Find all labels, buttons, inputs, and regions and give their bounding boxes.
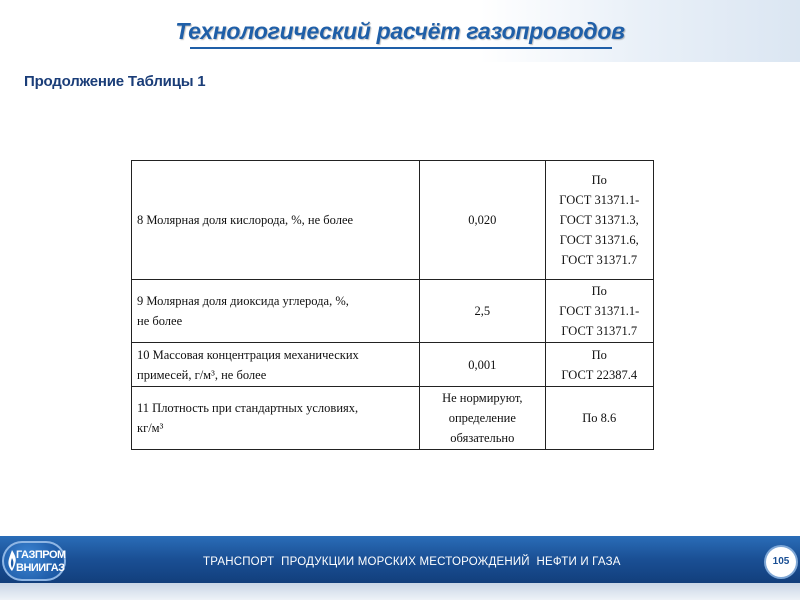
parameter-value-line: обязательно	[450, 431, 515, 445]
table-row	[132, 161, 654, 280]
parameter-name-line: не более	[137, 314, 183, 328]
gazprom-vniigaz-logo	[2, 541, 66, 581]
value-cell	[420, 387, 545, 450]
method-text: По 8.6	[582, 411, 617, 425]
parameter-value-line: определение	[448, 411, 516, 425]
table-caption: Продолжение Таблицы 1	[24, 73, 206, 90]
parameter-name-cell	[132, 343, 420, 387]
parameter-name-cell	[132, 387, 420, 450]
parameter-value: 2,5	[474, 304, 491, 318]
footer-edge	[0, 583, 800, 600]
method-cell	[545, 161, 653, 280]
gas-parameters-table	[131, 160, 654, 450]
page-number: 105	[766, 547, 796, 577]
table-row	[132, 343, 654, 387]
method-cell	[545, 343, 653, 387]
method-line: По	[591, 173, 607, 187]
method-cell	[545, 387, 653, 450]
parameter-name-cell	[132, 161, 420, 280]
method-line: ГОСТ 31371.1-	[559, 193, 640, 207]
method-line: ГОСТ 31371.1-	[559, 304, 640, 318]
parameter-name-line: 10 Массовая концентрация механических	[137, 347, 359, 362]
method-line: По	[591, 347, 607, 362]
method-cell	[545, 280, 653, 343]
table-row	[132, 387, 654, 450]
parameter-name-line: примесей, г/м³, не более	[137, 367, 267, 382]
parameter-value: 0,001	[468, 357, 497, 372]
value-cell	[420, 280, 545, 343]
method-line: По	[591, 284, 607, 298]
footer-caption: ТРАНСПОРТ ПРОДУКЦИИ МОРСКИХ МЕСТОРОЖДЕНИЙ НЕФТИ И ГАЗА	[203, 556, 621, 568]
title-underline	[190, 47, 612, 49]
parameter-name-line: кг/м³	[137, 421, 164, 435]
parameter-value: 0,020	[468, 213, 497, 227]
slide-title: Технологический расчёт газопроводов	[175, 18, 625, 44]
method-line: ГОСТ 22387.4	[561, 367, 638, 382]
parameter-value-line: Не нормируют,	[442, 391, 523, 405]
method-line: ГОСТ 31371.7	[561, 324, 638, 338]
table-row	[132, 280, 654, 343]
parameter-name-line: 11 Плотность при стандартных условиях,	[137, 401, 359, 415]
logo-text-line1: ГАЗПРОМ	[16, 549, 66, 561]
parameter-name-line: 9 Молярная доля диоксида углерода, %,	[137, 294, 349, 308]
method-line: ГОСТ 31371.7	[561, 253, 638, 267]
parameter-name: 8 Молярная доля кислорода, %, не более	[137, 213, 354, 227]
method-line: ГОСТ 31371.6,	[559, 233, 639, 247]
logo-text-line2: ВНИИГАЗ	[16, 562, 65, 574]
method-line: ГОСТ 31371.3,	[559, 213, 639, 227]
parameter-name-cell	[132, 280, 420, 343]
value-cell	[420, 161, 545, 280]
value-cell	[420, 343, 545, 387]
